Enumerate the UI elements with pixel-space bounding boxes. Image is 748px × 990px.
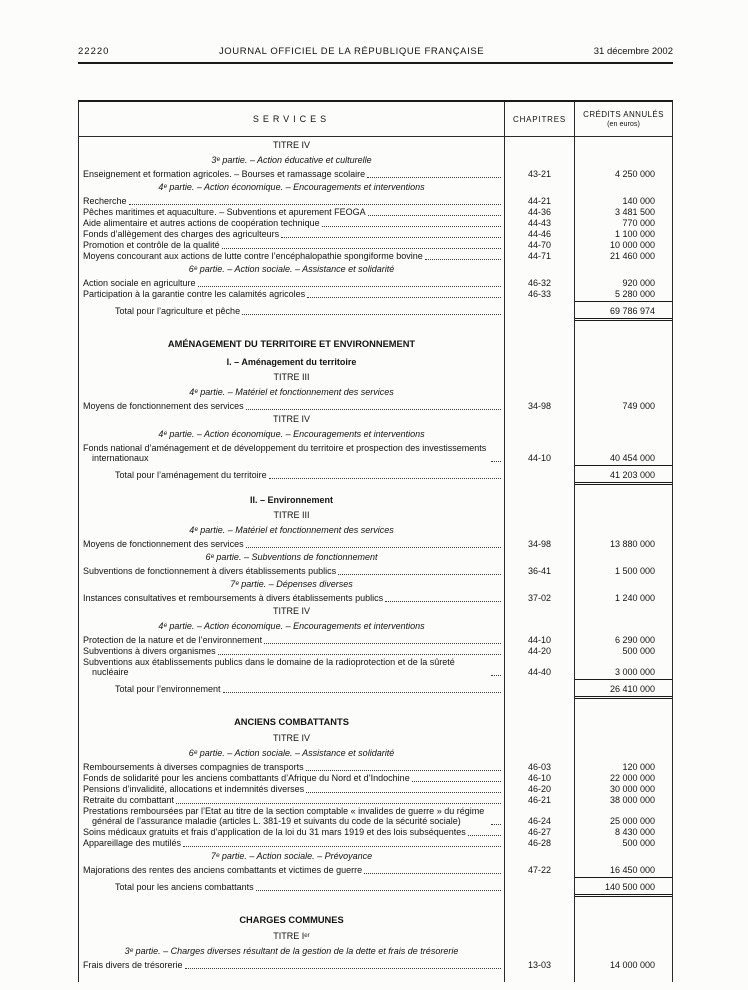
page-number: 22220 — [78, 46, 110, 57]
table-row — [79, 902, 672, 928]
table-row — [79, 277, 672, 288]
row-chapitre: 13-03 — [505, 959, 575, 970]
row-chapitre: 46-32 — [505, 277, 575, 288]
row-chapitre: 46-33 — [505, 288, 575, 299]
dotted-leader — [129, 204, 501, 205]
row-amount: 1 500 000 — [614, 566, 655, 576]
dotted-leader — [412, 781, 501, 782]
table-row — [79, 384, 672, 400]
table-row — [79, 288, 672, 299]
row-label: Pensions d’invalidité, allocations et indemnités diverses — [83, 784, 305, 794]
row-label: Retraite du combattant — [83, 795, 175, 805]
table-row — [79, 152, 672, 168]
row-chapitre: 44-71 — [505, 250, 575, 261]
table-row — [79, 943, 672, 959]
dotted-leader — [198, 286, 501, 287]
dotted-leader — [269, 478, 501, 479]
dotted-leader — [491, 461, 501, 462]
table-row — [79, 400, 672, 411]
table-row — [79, 745, 672, 761]
ministry-heading: AMÉNAGEMENT DU TERRITOIRE ET ENVIRONNEMENT — [167, 339, 416, 349]
titre-heading: TITRE III — [273, 372, 310, 382]
total-row — [79, 463, 672, 490]
row-label: Soins médicaux gratuits et frais d’application de la loi du 31 mars 1919 et des lois subséquentes — [83, 827, 466, 837]
dotted-leader — [256, 890, 501, 891]
total-label: Total pour l’environnement — [115, 684, 221, 694]
row-label: Fonds d’allègement des charges des agriculteurs — [83, 229, 280, 239]
row-amount: 16 450 000 — [609, 865, 655, 875]
table-row — [79, 928, 672, 943]
dotted-leader — [223, 692, 501, 693]
table-body — [79, 137, 672, 970]
row-amount: 6 290 000 — [614, 635, 655, 645]
row-label: Action sociale en agriculture — [83, 278, 196, 288]
row-label: Moyens concourant aux actions de lutte contre l’encéphalopathie spongiforme bovine — [83, 251, 423, 261]
table-row — [79, 326, 672, 352]
row-label: Frais divers de trésorerie — [83, 960, 183, 970]
row-chapitre: 44-21 — [505, 195, 575, 206]
row-amount: 25 000 000 — [609, 816, 655, 826]
dotted-leader — [364, 873, 501, 874]
row-amount: 3 481 500 — [614, 207, 655, 217]
row-chapitre: 46-27 — [505, 826, 575, 837]
row-chapitre: 44-10 — [505, 442, 575, 463]
table-row — [79, 490, 672, 507]
row-chapitre: 44-36 — [505, 206, 575, 217]
total-label: Total pour les anciens combattants — [115, 882, 254, 892]
row-amount: 8 430 000 — [614, 827, 655, 837]
row-label: Instances consultatives et remboursements à divers établissements publics — [83, 593, 384, 603]
row-label: Participation à la garantie contre les calamités agricoles — [83, 289, 306, 299]
dotted-leader — [491, 675, 501, 676]
table-row — [79, 507, 672, 522]
row-amount: 1 100 000 — [614, 229, 655, 239]
table-row — [79, 864, 672, 875]
dotted-leader — [242, 314, 501, 315]
page-date: 31 décembre 2002 — [593, 46, 673, 57]
dotted-leader — [468, 835, 501, 836]
total-amount: 26 410 000 — [575, 679, 672, 699]
table-row — [79, 250, 672, 261]
column-header-credits-line1: CRÉDITS ANNULÉS — [583, 110, 664, 119]
dotted-leader — [338, 574, 501, 575]
row-label: Fonds de solidarité pour les anciens combattants d’Afrique du Nord et d’Indochine — [83, 773, 410, 783]
journal-title: JOURNAL OFFICIEL DE LA RÉPUBLIQUE FRANÇAISE — [218, 46, 485, 57]
partie-heading: 3ᵉ partie. – Action éducative et culturelle — [211, 155, 372, 165]
partie-heading: 6ᵉ partie. – Action sociale. – Assistance et solidarité — [188, 748, 395, 758]
row-chapitre: 34-98 — [505, 538, 575, 549]
table-row — [79, 761, 672, 772]
table-row — [79, 772, 672, 783]
partie-heading: 4ᵉ partie. – Matériel et fonctionnement des services — [189, 525, 394, 535]
table-continuation-space — [79, 970, 672, 982]
table-row — [79, 576, 672, 592]
partie-heading: 7ᵉ partie. – Action sociale. – Prévoyance — [210, 851, 373, 861]
row-amount: 770 000 — [622, 218, 655, 228]
dotted-leader — [264, 643, 501, 644]
titre-heading: TITRE Iᵉʳ — [273, 931, 310, 941]
dotted-leader — [185, 968, 501, 969]
table-row — [79, 442, 672, 463]
column-header-services: SERVICES — [79, 102, 505, 136]
row-chapitre: 46-03 — [505, 761, 575, 772]
column-header-credits — [575, 102, 672, 136]
titre-heading: TITRE IV — [272, 733, 310, 743]
row-chapitre: 37-02 — [505, 592, 575, 603]
row-label: Subventions aux établissements publics dans le domaine de la radioprotection et de la sûreté nucléaire — [83, 657, 455, 677]
table-row — [79, 794, 672, 805]
table-row — [79, 522, 672, 538]
row-label: Prestations remboursées par l’Etat au titre de la section comptable « invalides de guerre » du régime général de l’assurance maladie (articles L. 381-19 et suivants du code de la sécurité sociale) — [83, 806, 485, 826]
dotted-leader — [218, 654, 501, 655]
table-row — [79, 538, 672, 549]
row-label: Fonds national d’aménagement et de développement du territoire et prospection des investissements internationaux — [83, 443, 487, 463]
table-row — [79, 206, 672, 217]
row-amount: 38 000 000 — [609, 795, 655, 805]
partie-heading: 4ᵉ partie. – Action économique. – Encouragements et interventions — [158, 182, 425, 192]
row-chapitre: 44-70 — [505, 239, 575, 250]
table-row — [79, 137, 672, 152]
dotted-leader — [425, 259, 501, 260]
row-chapitre: 46-21 — [505, 794, 575, 805]
ministry-heading: CHARGES COMMUNES — [239, 915, 344, 925]
partie-heading: 4ᵉ partie. – Action économique. – Encouragements et interventions — [158, 621, 425, 631]
row-amount: 14 000 000 — [609, 960, 655, 970]
ministry-heading: ANCIENS COMBATTANTS — [234, 717, 349, 727]
table-row — [79, 634, 672, 645]
table-row — [79, 239, 672, 250]
table-row — [79, 603, 672, 618]
table-row — [79, 261, 672, 277]
total-row — [79, 677, 672, 704]
dotted-leader — [176, 803, 501, 804]
row-label: Moyens de fonctionnement des services — [83, 539, 244, 549]
dotted-leader — [306, 792, 501, 793]
table-row — [79, 826, 672, 837]
table-row — [79, 179, 672, 195]
dotted-leader — [385, 601, 501, 602]
row-label: Majorations des rentes des anciens combattants et victimes de guerre — [83, 865, 363, 875]
dotted-leader — [368, 215, 501, 216]
row-amount: 500 000 — [622, 838, 655, 848]
table-row — [79, 217, 672, 228]
dotted-leader — [491, 824, 501, 825]
row-label: Pêches maritimes et aquaculture. – Subventions et apurement FEOGA — [83, 207, 366, 217]
table-row — [79, 645, 672, 656]
row-amount: 4 250 000 — [614, 169, 655, 179]
partie-heading: 3ᵉ partie. – Charges diverses résultant de la gestion de la dette et frais de trésorerie — [124, 946, 459, 956]
page-running-head — [78, 46, 673, 57]
row-amount: 22 000 000 — [609, 773, 655, 783]
partie-heading: 4ᵉ partie. – Matériel et fonctionnement des services — [189, 387, 394, 397]
table-row — [79, 352, 672, 369]
row-chapitre: 44-20 — [505, 645, 575, 656]
table-row — [79, 837, 672, 848]
total-label: Total pour l’agriculture et pêche — [115, 306, 241, 316]
row-amount: 30 000 000 — [609, 784, 655, 794]
row-label: Promotion et contrôle de la qualité — [83, 240, 220, 250]
table-row — [79, 618, 672, 634]
row-label: Recherche — [83, 196, 127, 206]
row-chapitre: 47-22 — [505, 864, 575, 875]
table-row — [79, 426, 672, 442]
dotted-leader — [246, 547, 501, 548]
row-label: Remboursements à diverses compagnies de transports — [83, 762, 304, 772]
row-amount: 21 460 000 — [609, 251, 655, 261]
titre-heading: TITRE IV — [272, 414, 310, 424]
partie-heading: 4ᵉ partie. – Action économique. – Encouragements et interventions — [158, 429, 425, 439]
partie-heading: 6ᵉ partie. – Subventions de fonctionnement — [205, 552, 378, 562]
row-label: Aide alimentaire et autres actions de coopération technique — [83, 218, 320, 228]
total-amount: 140 500 000 — [575, 877, 672, 897]
table-row — [79, 592, 672, 603]
row-amount: 10 000 000 — [609, 240, 655, 250]
table-row — [79, 411, 672, 426]
row-chapitre: 43-21 — [505, 168, 575, 179]
total-label: Total pour l’aménagement du territoire — [115, 470, 267, 480]
table-row — [79, 704, 672, 730]
table-row — [79, 168, 672, 179]
row-label: Subventions de fonctionnement à divers établissements publics — [83, 566, 337, 576]
row-amount: 749 000 — [622, 401, 655, 411]
row-chapitre: 44-40 — [505, 656, 575, 677]
dotted-leader — [306, 770, 501, 771]
dotted-leader — [183, 846, 501, 847]
row-amount: 500 000 — [622, 646, 655, 656]
table-row — [79, 805, 672, 826]
row-amount: 1 240 000 — [614, 593, 655, 603]
dotted-leader — [222, 248, 501, 249]
row-amount: 120 000 — [622, 762, 655, 772]
titre-heading: TITRE III — [273, 510, 310, 520]
partie-heading: 6ᵉ partie. – Action sociale. – Assistance et solidarité — [188, 264, 395, 274]
row-amount: 13 880 000 — [609, 539, 655, 549]
table-row — [79, 959, 672, 970]
column-header-credits-line2: (en euros) — [607, 119, 640, 128]
row-chapitre: 46-24 — [505, 805, 575, 826]
row-amount: 3 000 000 — [614, 667, 655, 677]
row-amount: 5 280 000 — [614, 289, 655, 299]
table-row — [79, 656, 672, 677]
row-amount: 140 000 — [622, 196, 655, 206]
row-chapitre: 34-98 — [505, 400, 575, 411]
section-heading: II. – Environnement — [249, 495, 334, 505]
table-row — [79, 783, 672, 794]
table-row — [79, 565, 672, 576]
dotted-leader — [246, 409, 501, 410]
dotted-leader — [367, 177, 501, 178]
table-header-row — [79, 102, 672, 137]
row-chapitre: 44-43 — [505, 217, 575, 228]
table-row — [79, 730, 672, 745]
row-amount: 40 454 000 — [609, 453, 655, 463]
dotted-leader — [281, 237, 501, 238]
row-chapitre: 46-28 — [505, 837, 575, 848]
dotted-leader — [322, 226, 501, 227]
total-amount: 41 203 000 — [575, 465, 672, 485]
partie-heading: 7ᵉ partie. – Dépenses diverses — [230, 579, 353, 589]
row-label: Appareillage des mutilés — [83, 838, 182, 848]
row-chapitre: 36-41 — [505, 565, 575, 576]
table-row — [79, 848, 672, 864]
header-rule — [78, 62, 673, 64]
row-chapitre: 46-20 — [505, 783, 575, 794]
table-row — [79, 549, 672, 565]
row-label: Enseignement et formation agricoles. – Bourses et ramassage scolaire — [83, 169, 366, 179]
row-chapitre: 46-10 — [505, 772, 575, 783]
titre-heading: TITRE IV — [272, 606, 310, 616]
titre-heading: TITRE IV — [272, 140, 310, 150]
row-label: Moyens de fonctionnement des services — [83, 401, 244, 411]
row-chapitre: 44-46 — [505, 228, 575, 239]
total-row — [79, 299, 672, 326]
total-row — [79, 875, 672, 902]
credits-annules-table — [78, 100, 673, 982]
row-label: Subventions à divers organismes — [83, 646, 216, 656]
row-label: Protection de la nature et de l’environnement — [83, 635, 263, 645]
row-amount: 920 000 — [622, 278, 655, 288]
table-row — [79, 369, 672, 384]
table-row — [79, 228, 672, 239]
table-row — [79, 195, 672, 206]
row-chapitre: 44-10 — [505, 634, 575, 645]
dotted-leader — [307, 297, 501, 298]
section-heading: I. – Aménagement du territoire — [226, 357, 357, 367]
column-header-chapitres: CHAPITRES — [505, 102, 575, 136]
total-amount: 69 786 974 — [575, 301, 672, 321]
